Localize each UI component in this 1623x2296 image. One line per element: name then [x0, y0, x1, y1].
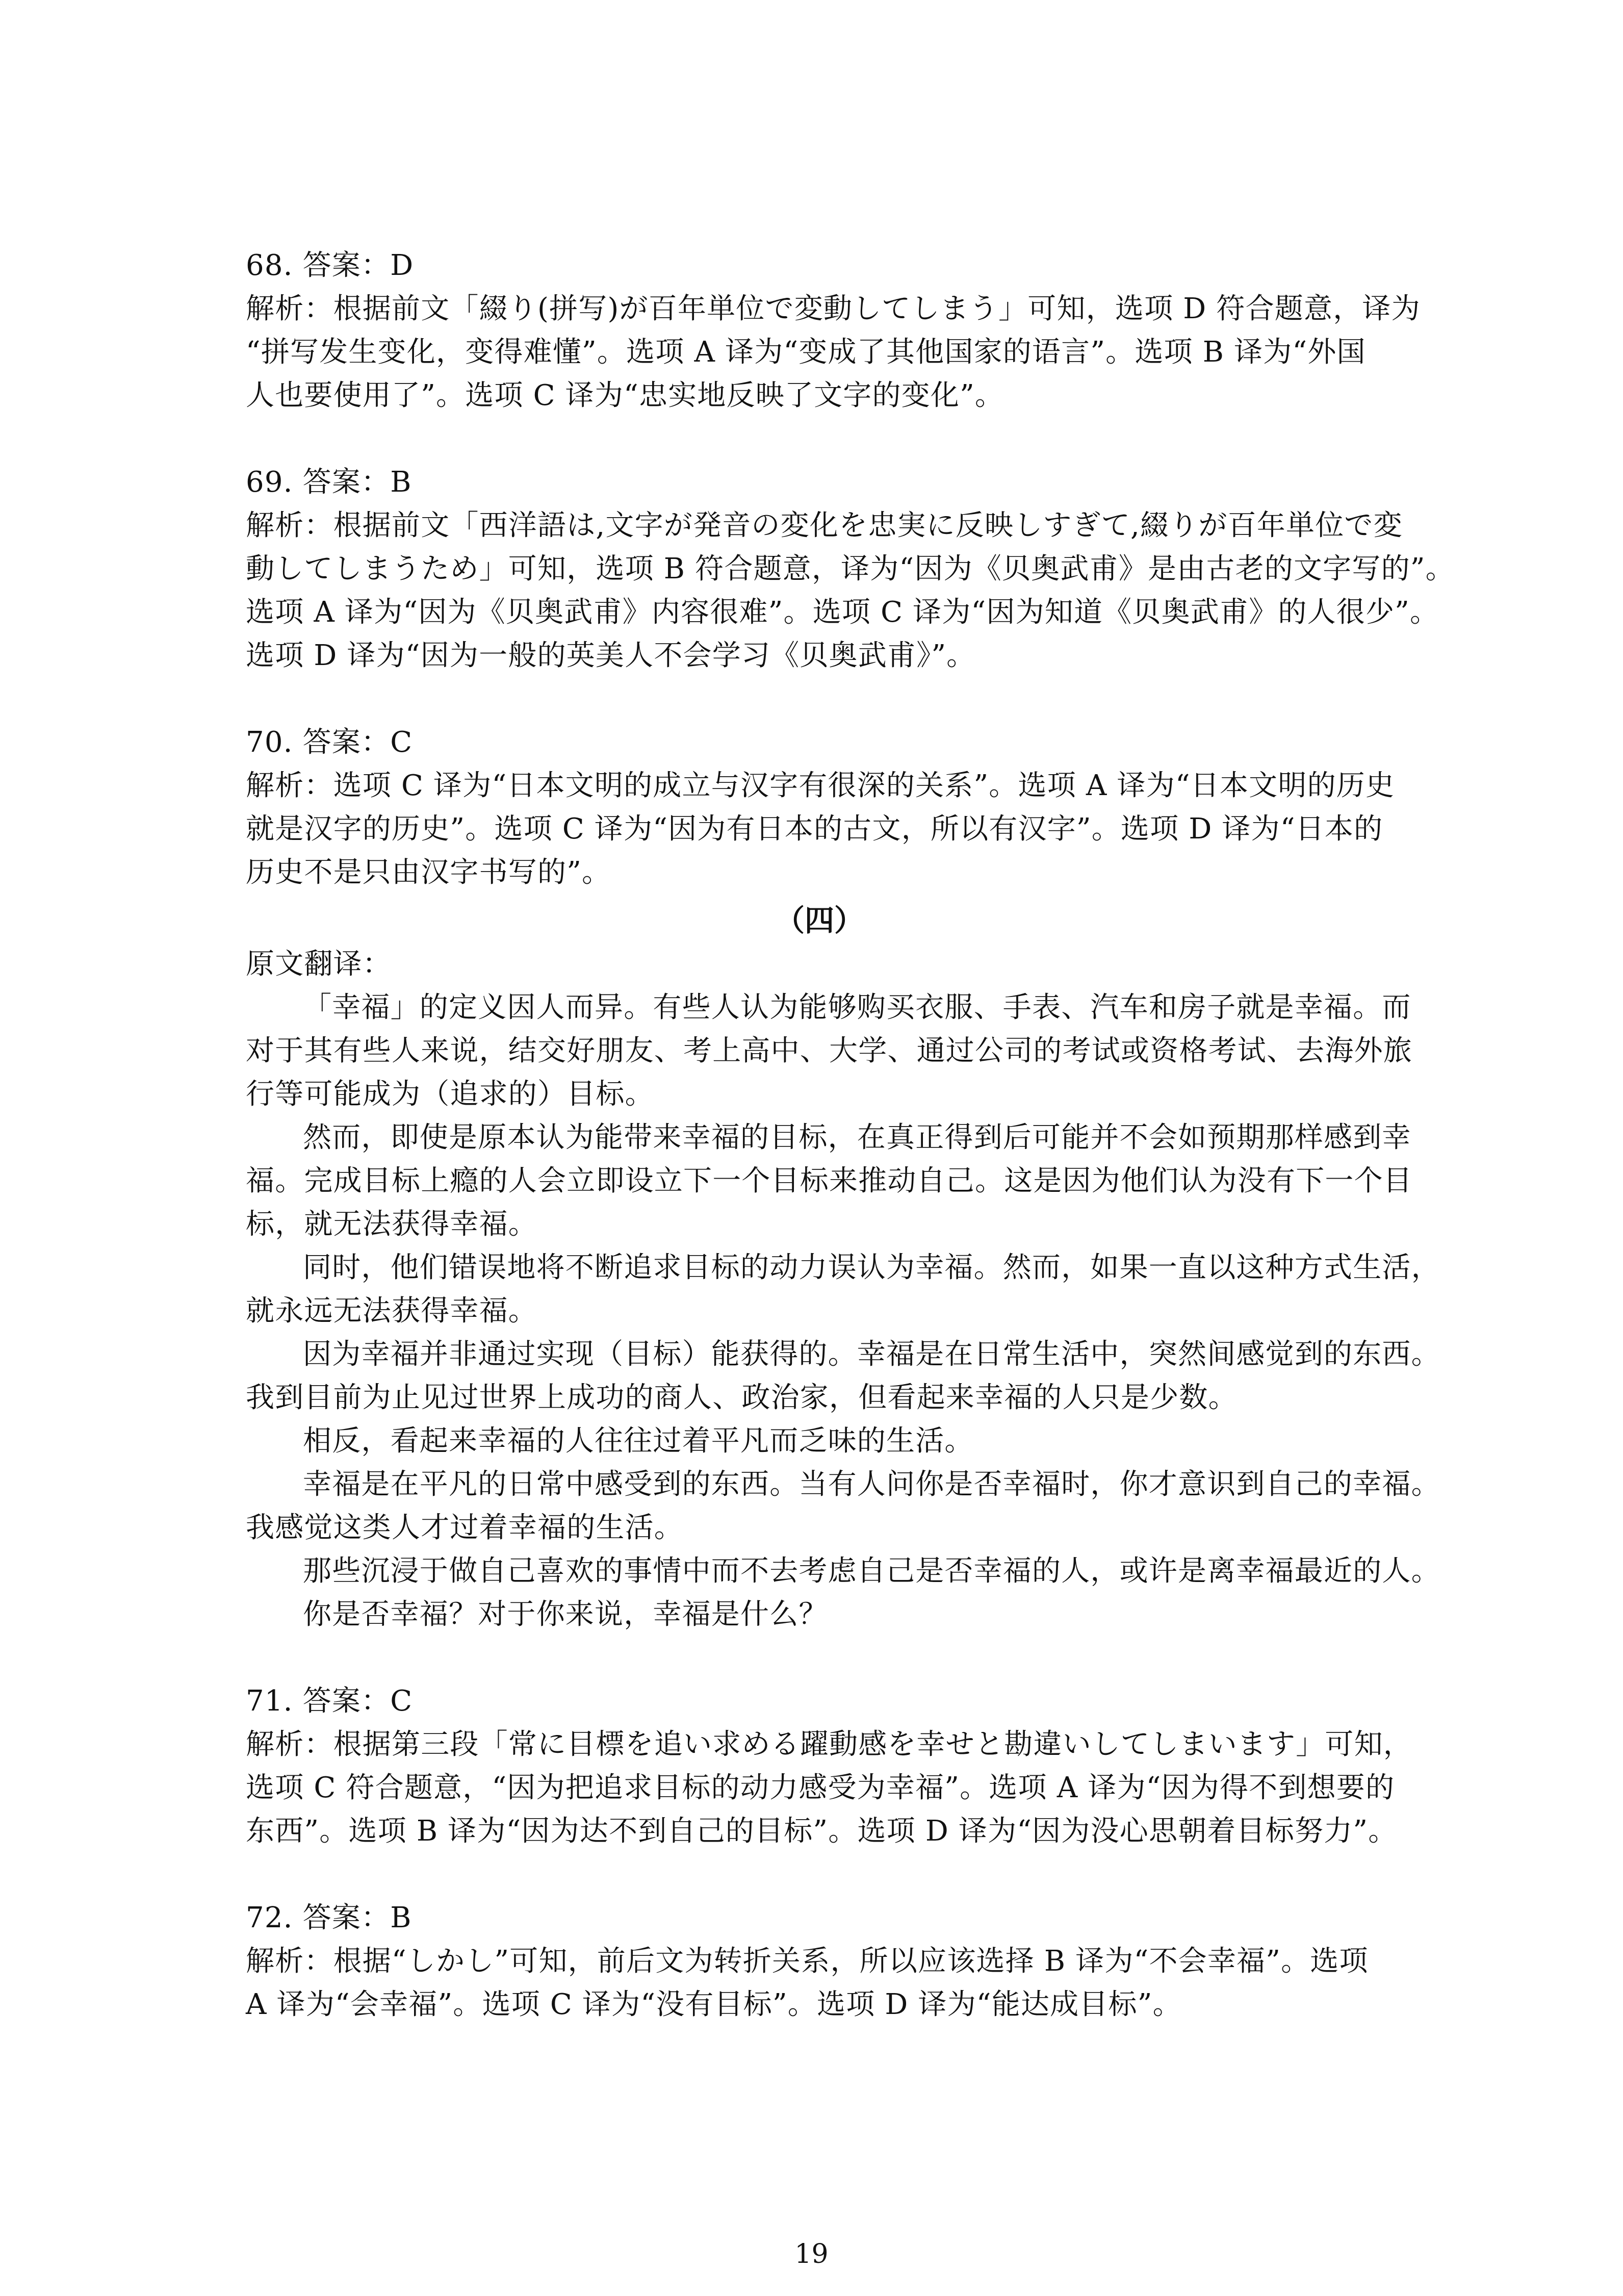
- paragraph-line: 福。完成目标上瘾的人会立即设立下一个目标来推动自己。这是因为他们认为没有下一个目: [246, 1164, 1412, 1197]
- spacer: [246, 417, 1393, 461]
- page-number: 19: [794, 2239, 829, 2269]
- paragraph-line: 行等可能成为（追求的）目标。: [246, 1078, 654, 1111]
- part-heading: （四）: [775, 903, 864, 938]
- explanation-line: 解析：根据“しかし”可知，前后文为转折关系，所以应该选择 B 译为“不会幸福”。选项: [246, 1945, 1369, 1978]
- spacer: [246, 1636, 1393, 1679]
- document-page: [246, 244, 1455, 2026]
- paragraph: [246, 1463, 1440, 1549]
- answer-70: 70. 答案：C: [246, 726, 413, 759]
- paragraph: [246, 986, 1412, 1116]
- explanation-line: 解析：根据前文「西洋語は,文字が発音の変化を忠実に反映しすぎて,綴りが百年単位で変: [246, 509, 1403, 542]
- spacer: [246, 1853, 1393, 1896]
- paragraph-line: 相反，看起来幸福的人往往过着平凡而乏味的生活。: [303, 1424, 974, 1458]
- paragraph-line: 标，就无法获得幸福。: [246, 1208, 537, 1241]
- explanation-line: “拼写发生变化，变得难懂”。选项 A 译为“变成了其他国家的语言”。选项 B 译为“外国: [246, 336, 1366, 369]
- translation-label: 原文翻译：: [246, 948, 392, 981]
- translation-section: [246, 942, 1440, 1636]
- paragraph-line: 「幸福」的定义因人而异。有些人认为能够购买衣服、手表、汽车和房子就是幸福。而: [303, 991, 1411, 1024]
- question-68: [246, 244, 1421, 417]
- paragraph-line: 你是否幸福？对于你来说，幸福是什么？: [303, 1598, 828, 1631]
- paragraph-line: 对于其有些人来说，结交好朋友、考上高中、大学、通过公司的考试或资格考试、去海外旅: [246, 1034, 1412, 1067]
- question-70: [246, 721, 1393, 894]
- explanation-line: 動してしまうため」可知，选项 B 符合题意，译为“因为《贝奥武甫》是由古老的文字写的”。: [246, 552, 1455, 585]
- paragraph-line: 那些沉浸于做自己喜欢的事情中而不去考虑自己是否幸福的人，或许是离幸福最近的人。: [303, 1554, 1440, 1588]
- answer-69: 69. 答案：B: [246, 466, 412, 499]
- paragraph: [246, 1419, 1393, 1463]
- paragraph-line: 幸福是在平凡的日常中感受到的东西。当有人问你是否幸福时，你才意识到自己的幸福。: [303, 1468, 1440, 1501]
- paragraph: [246, 1593, 1393, 1636]
- paragraph-line: 就永远无法获得幸福。: [246, 1294, 537, 1328]
- explanation-line: 选项 D 译为“因为一般的英美人不会学习《贝奥武甫》”。: [246, 639, 976, 672]
- explanation-line: 解析：根据前文「綴り(拼写)が百年単位で変動してしまう」可知，选项 D 符合题意，译为: [246, 292, 1421, 325]
- paragraph-line: 同时，他们错误地将不断追求目标的动力误认为幸福。然而，如果一直以这种方式生活，: [303, 1251, 1440, 1284]
- answer-72: 72. 答案：B: [246, 1901, 412, 1934]
- explanation-line: A 译为“会幸福”。选项 C 译为“没有目标”。选项 D 译为“能达成目标”。: [246, 1988, 1182, 2021]
- spacer: [246, 677, 1393, 721]
- explanation-line: 选项 C 符合题意，“因为把追求目标的动力感受为幸福”。选项 A 译为“因为得不到想要的: [246, 1771, 1395, 1804]
- explanation-line: 东西”。选项 B 译为“因为达不到自己的目标”。选项 D 译为“因为没心思朝着目标努力”。: [246, 1815, 1398, 1848]
- paragraph-line: 我感觉这类人才过着幸福的生活。: [246, 1511, 683, 1544]
- explanation-line: 解析：根据第三段「常に目標を追い求める躍動感を幸せと勘違いしてしまいます」可知，: [246, 1728, 1412, 1761]
- question-71: [246, 1679, 1412, 1853]
- paragraph-line: 然而，即使是原本认为能带来幸福的目标，在真正得到后可能并不会如预期那样感到幸: [303, 1121, 1411, 1154]
- paragraph: [246, 1246, 1440, 1333]
- paragraph: [246, 1333, 1440, 1419]
- explanation-line: 人也要使用了”。选项 C 译为“忠实地反映了文字的变化”。: [246, 379, 1004, 412]
- paragraph: [246, 1116, 1412, 1246]
- question-72: [246, 1896, 1393, 2026]
- explanation-line: 历史不是只由汉字书写的”。: [246, 856, 611, 889]
- answer-71: 71. 答案：C: [246, 1685, 413, 1718]
- explanation-line: 解析：选项 C 译为“日本文明的成立与汉字有很深的关系”。选项 A 译为“日本文明的历史: [246, 769, 1395, 802]
- paragraph-line: 我到目前为止见过世界上成功的商人、政治家，但看起来幸福的人只是少数。: [246, 1381, 1238, 1414]
- explanation-line: 选项 A 译为“因为《贝奥武甫》内容很难”。选项 C 译为“因为知道《贝奥武甫》的人很少”。: [246, 596, 1439, 629]
- explanation-line: 就是汉字的历史”。选项 C 译为“因为有日本的古文，所以有汉字”。选项 D 译为“日本的: [246, 812, 1383, 846]
- question-69: [246, 461, 1455, 677]
- paragraph: [246, 1549, 1440, 1593]
- answer-68: 68. 答案：D: [246, 249, 414, 282]
- paragraph-line: 因为幸福并非通过实现（目标）能获得的。幸福是在日常生活中，突然间感觉到的东西。: [303, 1338, 1440, 1371]
